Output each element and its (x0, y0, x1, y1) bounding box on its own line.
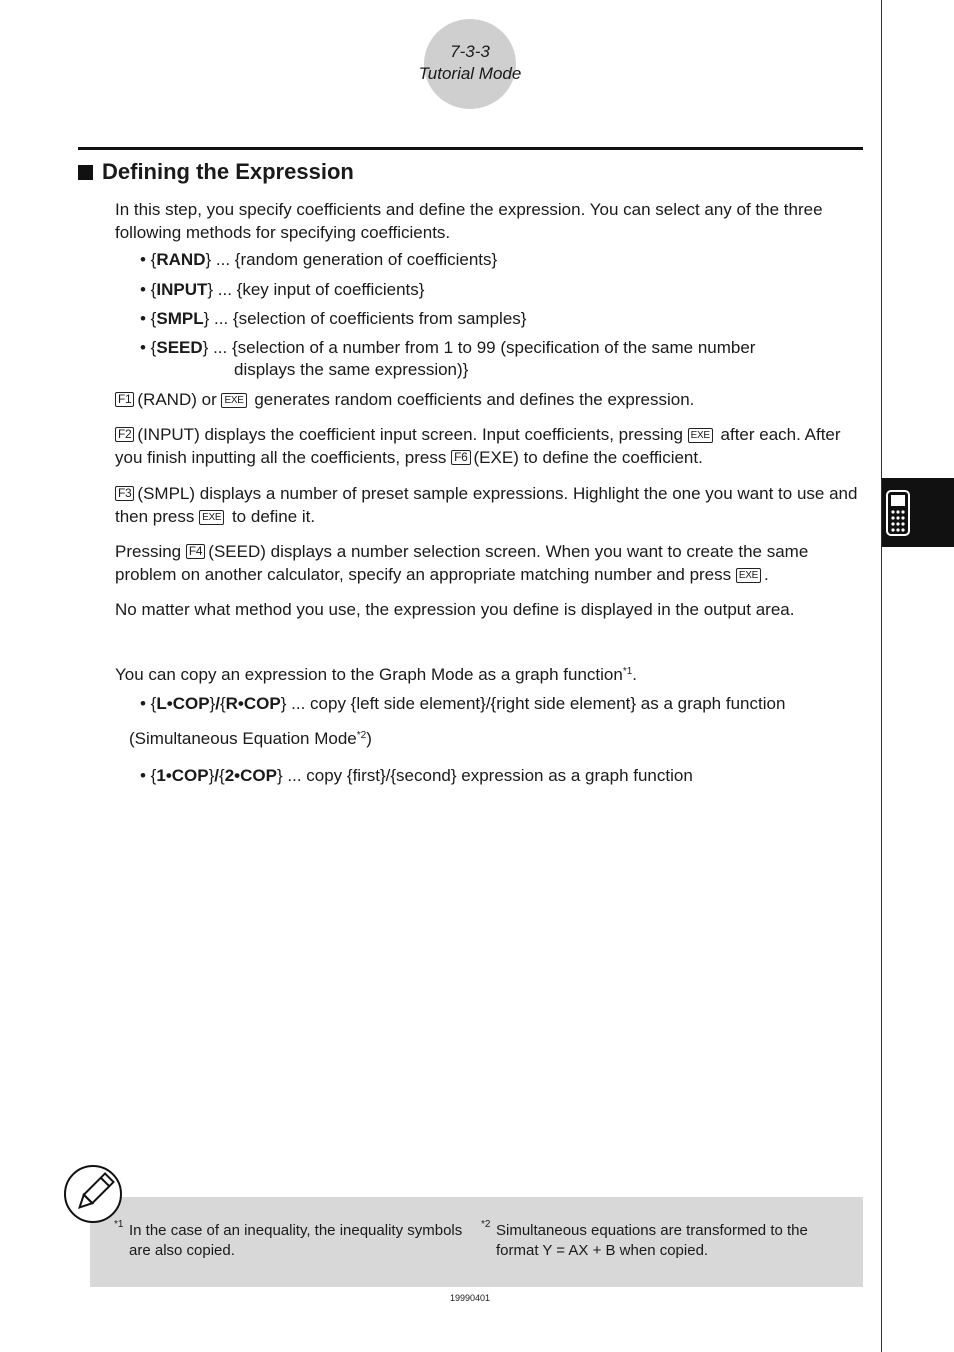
paragraph-seed: Pressing F4 (SEED) displays a number selection screen. When you want to create the same problem on another calculator, specify an appropriate matching number and press EXE . (115, 542, 809, 584)
mode-label: Tutorial Mode (418, 64, 522, 83)
f3-key-icon: F3 (115, 486, 134, 501)
paragraph-rand: F1 (RAND) or EXE generates random coefficients and defines the expression. (115, 388, 860, 411)
exe-key-icon: EXE (736, 568, 761, 583)
note-badge (64, 1165, 122, 1223)
list-item-seed-cont: displays the same expression)} (234, 360, 469, 379)
chapter-tab (882, 478, 954, 547)
f4-key-icon: F4 (186, 544, 205, 559)
list-item-seed: • {SEED} ... {selection of a number from 1 to 99 (specification of the same number (140, 338, 756, 357)
f6-key-icon: F6 (451, 450, 470, 465)
paragraph-copy: You can copy an expression to the Graph Mode as a graph function$^{*1}$. (115, 665, 638, 684)
paragraph-input: F2 (INPUT) displays the coefficient input screen. Input coefficients, pressing EXE after each. After you finish inputting all the coefficients, press F6 (EXE) to define the coefficient. (115, 425, 841, 467)
margin-rule (881, 0, 882, 1352)
pencil-icon (66, 1167, 120, 1221)
paragraph-smpl: F3 (SMPL) displays a number of preset sample expressions. Highlight the one you want to use and then press EXE to define it. (115, 484, 858, 526)
calculator-icon (886, 490, 910, 536)
heading-square-icon (78, 165, 93, 180)
list-item-lr-copy: • {L•COP}/{R•COP} ... copy {left side element}/{right side element} as a graph function (140, 694, 786, 713)
section-rule (78, 147, 863, 150)
list-item-input: • {INPUT} ... {key input of coefficients} (140, 280, 425, 299)
list-item-rand: • {RAND} ... {random generation of coefficients} (140, 250, 498, 269)
sim-mode-label: (Simultaneous Equation Mode$^{*2}$) (129, 729, 372, 748)
footnote-ref-2: *2 (356, 730, 367, 741)
section-title: Defining the Expression (102, 159, 354, 184)
list-item-smpl: • {SMPL} ... {selection of coefficients from samples} (140, 309, 527, 328)
footnote-ref-1: *1 (622, 666, 633, 677)
section-heading (78, 158, 354, 186)
paragraph-output: No matter what method you use, the expression you define is displayed in the output area. (115, 600, 795, 619)
exe-key-icon: EXE (221, 393, 246, 408)
page-number: 7-3-3 (450, 42, 490, 61)
exe-key-icon: EXE (688, 428, 713, 443)
footnote-2: *2 Simultaneous equations are transformed to the format Y = AX + B when copied. (481, 1219, 808, 1259)
exe-key-icon: EXE (199, 510, 224, 525)
f1-key-icon: F1 (115, 392, 134, 407)
list-item-12-copy: • {1•COP}/{2•COP} ... copy {first}/{second} expression as a graph function (140, 766, 693, 785)
intro-paragraph: In this step, you specify coefficients and define the expression. You can select any of the three following methods for specifying coefficients. (115, 200, 823, 242)
footnote-1: *1 In the case of an inequality, the inequality symbols are also copied. (114, 1219, 463, 1259)
footer-code: 19990401 (449, 1293, 491, 1303)
f2-key-icon: F2 (115, 427, 134, 442)
